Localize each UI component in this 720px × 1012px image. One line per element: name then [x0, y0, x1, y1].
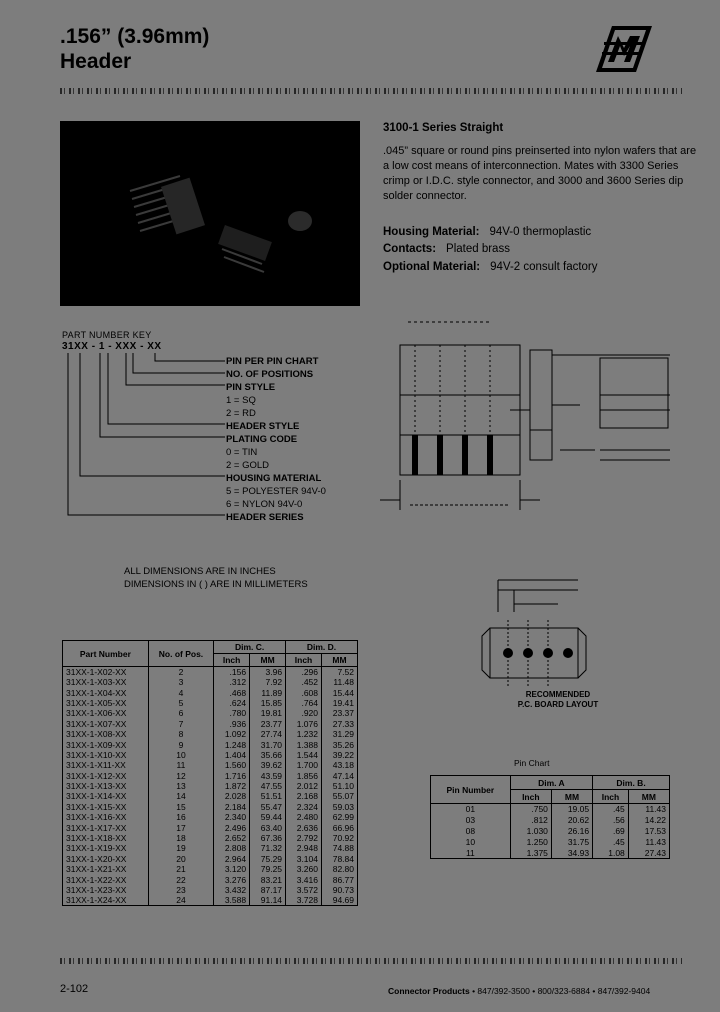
key-item: HEADER STYLE — [226, 421, 300, 432]
table-cell: .764 — [286, 698, 322, 708]
table-cell: 2.184 — [214, 802, 250, 812]
table-row — [63, 791, 358, 801]
key-item: 5 = POLYESTER 94V-0 — [226, 486, 326, 497]
table-cell: 2.636 — [286, 822, 322, 832]
table-cell: 17 — [148, 822, 213, 832]
table-cell: 43.59 — [250, 771, 286, 781]
table-cell: 8 — [148, 729, 213, 739]
footer-company: Connector Products — [388, 986, 470, 996]
table-cell: 66.96 — [322, 822, 358, 832]
table-cell: 47.14 — [322, 771, 358, 781]
table-cell: 19.05 — [551, 804, 592, 815]
table-cell: .312 — [214, 677, 250, 687]
col-inch: Inch — [214, 654, 250, 667]
table-row — [63, 802, 358, 812]
spec-optional — [383, 261, 598, 273]
table-cell: 21 — [148, 864, 213, 874]
table-cell: 55.47 — [250, 802, 286, 812]
table-cell: 2 — [148, 667, 213, 678]
table-cell: 7.52 — [322, 667, 358, 678]
col-inch: Inch — [510, 790, 551, 804]
col-inch: Inch — [286, 654, 322, 667]
pcb-layout-drawing — [478, 572, 588, 690]
table-row — [63, 677, 358, 687]
series-description: .045” square or round pins preinserted into nylon wafers that are a low cost means of interconnection. Mates with 3300 Series crimp or I.D.C. style connector, and 3000 and 3600 Series dip solder connector. — [383, 145, 697, 202]
table-cell: 12 — [148, 771, 213, 781]
table-row — [63, 843, 358, 853]
table-cell: 1.544 — [286, 750, 322, 760]
table-row — [431, 848, 670, 859]
table-cell: 19 — [148, 843, 213, 853]
table-cell: 1.375 — [510, 848, 551, 859]
table-cell: 6 — [148, 708, 213, 718]
table-cell: 1.030 — [510, 826, 551, 837]
table-cell: 2.028 — [214, 791, 250, 801]
table-cell: 94.69 — [322, 895, 358, 906]
divider-top — [60, 88, 682, 94]
part-number-cell: 31XX-1-X10-XX — [63, 750, 149, 760]
table-cell: 1.076 — [286, 719, 322, 729]
table-cell: 11.43 — [628, 837, 669, 848]
table-cell: .468 — [214, 687, 250, 697]
spec-contacts — [383, 243, 510, 255]
table-cell: 71.32 — [250, 843, 286, 853]
part-number-cell: 31XX-1-X19-XX — [63, 843, 149, 853]
table-row — [63, 822, 358, 832]
table-cell: 2.948 — [286, 843, 322, 853]
dimensions-note-mm: DIMENSIONS IN ( ) ARE IN MILLIMETERS — [124, 579, 308, 590]
footer-contact — [388, 986, 650, 996]
pcb-layout-caption — [488, 690, 628, 710]
spec-label: Housing Material: — [383, 226, 480, 238]
table-cell: 3.588 — [214, 895, 250, 906]
table-cell: 11.48 — [322, 677, 358, 687]
table-cell: 67.36 — [250, 833, 286, 843]
part-number-cell: 31XX-1-X18-XX — [63, 833, 149, 843]
table-cell: 2.168 — [286, 791, 322, 801]
table-cell: 3.572 — [286, 885, 322, 895]
table-cell: 1.232 — [286, 729, 322, 739]
product-photo — [60, 121, 360, 306]
table-cell: 18 — [148, 833, 213, 843]
table-cell: .452 — [286, 677, 322, 687]
table-cell: 14 — [148, 791, 213, 801]
spec-value: 94V-2 consult factory — [490, 261, 598, 273]
table-cell: 7 — [148, 719, 213, 729]
table-row — [63, 729, 358, 739]
part-number-cell: 31XX-1-X08-XX — [63, 729, 149, 739]
divider-bottom — [60, 958, 682, 964]
table-cell: 24 — [148, 895, 213, 906]
table-cell: 7.92 — [250, 677, 286, 687]
table-cell: .56 — [593, 815, 629, 826]
part-number-cell: 31XX-1-X22-XX — [63, 874, 149, 884]
table-cell: 1.388 — [286, 739, 322, 749]
table-cell: 19.41 — [322, 698, 358, 708]
table-cell: 86.77 — [322, 874, 358, 884]
key-item: 2 = GOLD — [226, 460, 270, 471]
table-cell: 1.08 — [593, 848, 629, 859]
part-number-cell: 31XX-1-X24-XX — [63, 895, 149, 906]
page-number: 2-102 — [60, 983, 89, 995]
table-cell: 59.44 — [250, 812, 286, 822]
pin-number-cell: 10 — [431, 837, 511, 848]
table-cell: 82.80 — [322, 864, 358, 874]
part-number-cell: 31XX-1-X23-XX — [63, 885, 149, 895]
table-cell: 47.55 — [250, 781, 286, 791]
table-row — [63, 760, 358, 770]
table-row — [63, 885, 358, 895]
col-pin-number: Pin Number — [431, 776, 511, 804]
table-row — [63, 781, 358, 791]
table-row — [63, 687, 358, 697]
key-item: HEADER SERIES — [226, 512, 304, 523]
key-item: 0 = TIN — [226, 447, 258, 458]
table-cell: 27.33 — [322, 719, 358, 729]
table-cell: 74.88 — [322, 843, 358, 853]
part-number-cell: 31XX-1-X15-XX — [63, 802, 149, 812]
part-number-cell: 31XX-1-X03-XX — [63, 677, 149, 687]
table-cell: .69 — [593, 826, 629, 837]
table-cell: 31.75 — [551, 837, 592, 848]
table-cell: 27.74 — [250, 729, 286, 739]
table-cell: .45 — [593, 804, 629, 815]
table-row — [431, 815, 670, 826]
col-dim-d: Dim. D. — [286, 641, 358, 654]
table-cell: 31.29 — [322, 729, 358, 739]
table-cell: 16 — [148, 812, 213, 822]
part-number-cell: 31XX-1-X12-XX — [63, 771, 149, 781]
pin-chart-title: Pin Chart — [514, 758, 550, 768]
table-cell: 3 — [148, 677, 213, 687]
table-cell: 15.44 — [322, 687, 358, 697]
table-cell: 1.092 — [214, 729, 250, 739]
table-cell: 59.03 — [322, 802, 358, 812]
table-cell: 35.66 — [250, 750, 286, 760]
table-cell: 2.012 — [286, 781, 322, 791]
table-cell: 1.700 — [286, 760, 322, 770]
table-cell: 55.07 — [322, 791, 358, 801]
table-cell: 14.22 — [628, 815, 669, 826]
pin-number-cell: 03 — [431, 815, 511, 826]
company-logo-icon — [590, 22, 656, 77]
table-cell: 11 — [148, 760, 213, 770]
table-cell: 20.62 — [551, 815, 592, 826]
key-item: NO. OF POSITIONS — [226, 369, 314, 380]
table-cell: 3.120 — [214, 864, 250, 874]
col-positions: No. of Pos. — [148, 641, 213, 667]
table-cell: 2.340 — [214, 812, 250, 822]
table-cell: 5 — [148, 698, 213, 708]
technical-drawing — [370, 310, 700, 540]
table-cell: 3.104 — [286, 854, 322, 864]
col-part-number: Part Number — [63, 641, 149, 667]
col-dim-b: Dim. B. — [593, 776, 670, 790]
table-cell: 23.37 — [322, 708, 358, 718]
title-line-2: Header — [60, 50, 132, 73]
spec-housing — [383, 226, 591, 238]
table-cell: .45 — [593, 837, 629, 848]
table-row — [63, 750, 358, 760]
part-number-cell: 31XX-1-X11-XX — [63, 760, 149, 770]
table-cell: 11.89 — [250, 687, 286, 697]
pcb-caption-line-1: RECOMMENDED — [525, 690, 591, 699]
table-cell: 23.77 — [250, 719, 286, 729]
part-number-cell: 31XX-1-X21-XX — [63, 864, 149, 874]
table-row — [63, 833, 358, 843]
table-cell: 43.18 — [322, 760, 358, 770]
table-cell: 87.17 — [250, 885, 286, 895]
table-cell: 3.416 — [286, 874, 322, 884]
pin-number-cell: 08 — [431, 826, 511, 837]
table-cell: 1.856 — [286, 771, 322, 781]
col-dim-c: Dim. C. — [214, 641, 286, 654]
table-cell: .812 — [510, 815, 551, 826]
table-cell: 35.26 — [322, 739, 358, 749]
dimension-table — [62, 640, 358, 906]
pin-number-cell: 11 — [431, 848, 511, 859]
part-number-cell: 31XX-1-X14-XX — [63, 791, 149, 801]
table-row — [63, 812, 358, 822]
table-cell: 3.260 — [286, 864, 322, 874]
part-number-cell: 31XX-1-X17-XX — [63, 822, 149, 832]
spec-label: Optional Material: — [383, 261, 481, 273]
table-cell: 15.85 — [250, 698, 286, 708]
spec-value: Plated brass — [446, 243, 510, 255]
table-cell: 39.22 — [322, 750, 358, 760]
table-cell: 91.14 — [250, 895, 286, 906]
table-cell: 70.92 — [322, 833, 358, 843]
table-cell: 39.62 — [250, 760, 286, 770]
table-row — [63, 739, 358, 749]
table-cell: 63.40 — [250, 822, 286, 832]
table-cell: 22 — [148, 874, 213, 884]
table-cell: 10 — [148, 750, 213, 760]
table-cell: 2.964 — [214, 854, 250, 864]
table-cell: 4 — [148, 687, 213, 697]
part-number-cell: 31XX-1-X04-XX — [63, 687, 149, 697]
table-cell: 31.70 — [250, 739, 286, 749]
key-item: 1 = SQ — [226, 395, 256, 406]
table-cell: .296 — [286, 667, 322, 678]
table-cell: 62.99 — [322, 812, 358, 822]
table-cell: 2.324 — [286, 802, 322, 812]
table-row — [63, 698, 358, 708]
table-cell: 1.248 — [214, 739, 250, 749]
spec-label: Contacts: — [383, 243, 437, 255]
key-item: PIN PER PIN CHART — [226, 356, 319, 367]
part-number-cell: 31XX-1-X09-XX — [63, 739, 149, 749]
footer-phones: • 847/392-3500 • 800/323-6884 • 847/392-9404 — [472, 986, 651, 996]
pin-chart-table — [430, 775, 670, 859]
part-number-cell: 31XX-1-X20-XX — [63, 854, 149, 864]
col-mm: MM — [322, 654, 358, 667]
part-number-cell: 31XX-1-X05-XX — [63, 698, 149, 708]
table-cell: 3.276 — [214, 874, 250, 884]
table-cell: 2.652 — [214, 833, 250, 843]
table-cell: 2.496 — [214, 822, 250, 832]
part-number-key-label: PART NUMBER KEY — [62, 330, 152, 340]
key-item: PLATING CODE — [226, 434, 298, 445]
table-cell: .750 — [510, 804, 551, 815]
table-cell: 13 — [148, 781, 213, 791]
table-cell: 20 — [148, 854, 213, 864]
table-row — [431, 804, 670, 815]
table-row — [431, 837, 670, 848]
table-cell: .156 — [214, 667, 250, 678]
title-line-1: .156” (3.96mm) — [60, 25, 210, 48]
col-mm: MM — [250, 654, 286, 667]
col-mm: MM — [628, 790, 669, 804]
table-row — [63, 874, 358, 884]
table-cell: 19.81 — [250, 708, 286, 718]
col-dim-a: Dim. A — [510, 776, 592, 790]
table-cell: 83.21 — [250, 874, 286, 884]
part-key-leader-lines — [60, 340, 230, 525]
part-number-cell: 31XX-1-X06-XX — [63, 708, 149, 718]
table-cell: 27.43 — [628, 848, 669, 859]
table-row — [63, 708, 358, 718]
table-cell: 90.73 — [322, 885, 358, 895]
part-number-code: 31XX - 1 - XXX - XX — [62, 341, 162, 352]
table-cell: 23 — [148, 885, 213, 895]
table-row — [63, 895, 358, 906]
dimensions-note-inches: ALL DIMENSIONS ARE IN INCHES — [124, 566, 276, 577]
table-row — [63, 771, 358, 781]
table-cell: 17.53 — [628, 826, 669, 837]
table-cell: .920 — [286, 708, 322, 718]
spec-value: 94V-0 thermoplastic — [489, 226, 592, 238]
part-number-cell: 31XX-1-X13-XX — [63, 781, 149, 791]
part-number-cell: 31XX-1-X07-XX — [63, 719, 149, 729]
table-cell: 2.792 — [286, 833, 322, 843]
table-cell: 1.716 — [214, 771, 250, 781]
part-number-cell: 31XX-1-X16-XX — [63, 812, 149, 822]
table-cell: 3.96 — [250, 667, 286, 678]
table-cell: .936 — [214, 719, 250, 729]
part-number-cell: 31XX-1-X02-XX — [63, 667, 149, 678]
table-cell: 75.29 — [250, 854, 286, 864]
pcb-caption-line-2: P.C. BOARD LAYOUT — [517, 700, 599, 709]
key-item: PIN STYLE — [226, 382, 276, 393]
table-cell: 1.404 — [214, 750, 250, 760]
table-cell: 3.728 — [286, 895, 322, 906]
table-cell: 15 — [148, 802, 213, 812]
pin-number-cell: 01 — [431, 804, 511, 815]
key-item: HOUSING MATERIAL — [226, 473, 322, 484]
table-cell: .780 — [214, 708, 250, 718]
table-cell: 2.808 — [214, 843, 250, 853]
table-cell: 51.10 — [322, 781, 358, 791]
key-item: 2 = RD — [226, 408, 256, 419]
table-row — [431, 826, 670, 837]
table-row — [63, 854, 358, 864]
table-cell: 1.250 — [510, 837, 551, 848]
table-row — [63, 719, 358, 729]
table-cell: 11.43 — [628, 804, 669, 815]
page-title — [60, 24, 209, 74]
table-cell: .624 — [214, 698, 250, 708]
table-cell: 3.432 — [214, 885, 250, 895]
table-cell: 1.560 — [214, 760, 250, 770]
table-cell: 26.16 — [551, 826, 592, 837]
key-item: 6 = NYLON 94V-0 — [226, 499, 303, 510]
table-row — [63, 864, 358, 874]
table-cell: 51.51 — [250, 791, 286, 801]
table-cell: .608 — [286, 687, 322, 697]
series-title: 3100-1 Series Straight — [383, 122, 504, 134]
table-cell: 78.84 — [322, 854, 358, 864]
table-cell: 34.93 — [551, 848, 592, 859]
col-inch: Inch — [593, 790, 629, 804]
table-cell: 9 — [148, 739, 213, 749]
table-cell: 79.25 — [250, 864, 286, 874]
table-cell: 1.872 — [214, 781, 250, 791]
table-row — [63, 667, 358, 678]
table-cell: 2.480 — [286, 812, 322, 822]
col-mm: MM — [551, 790, 592, 804]
